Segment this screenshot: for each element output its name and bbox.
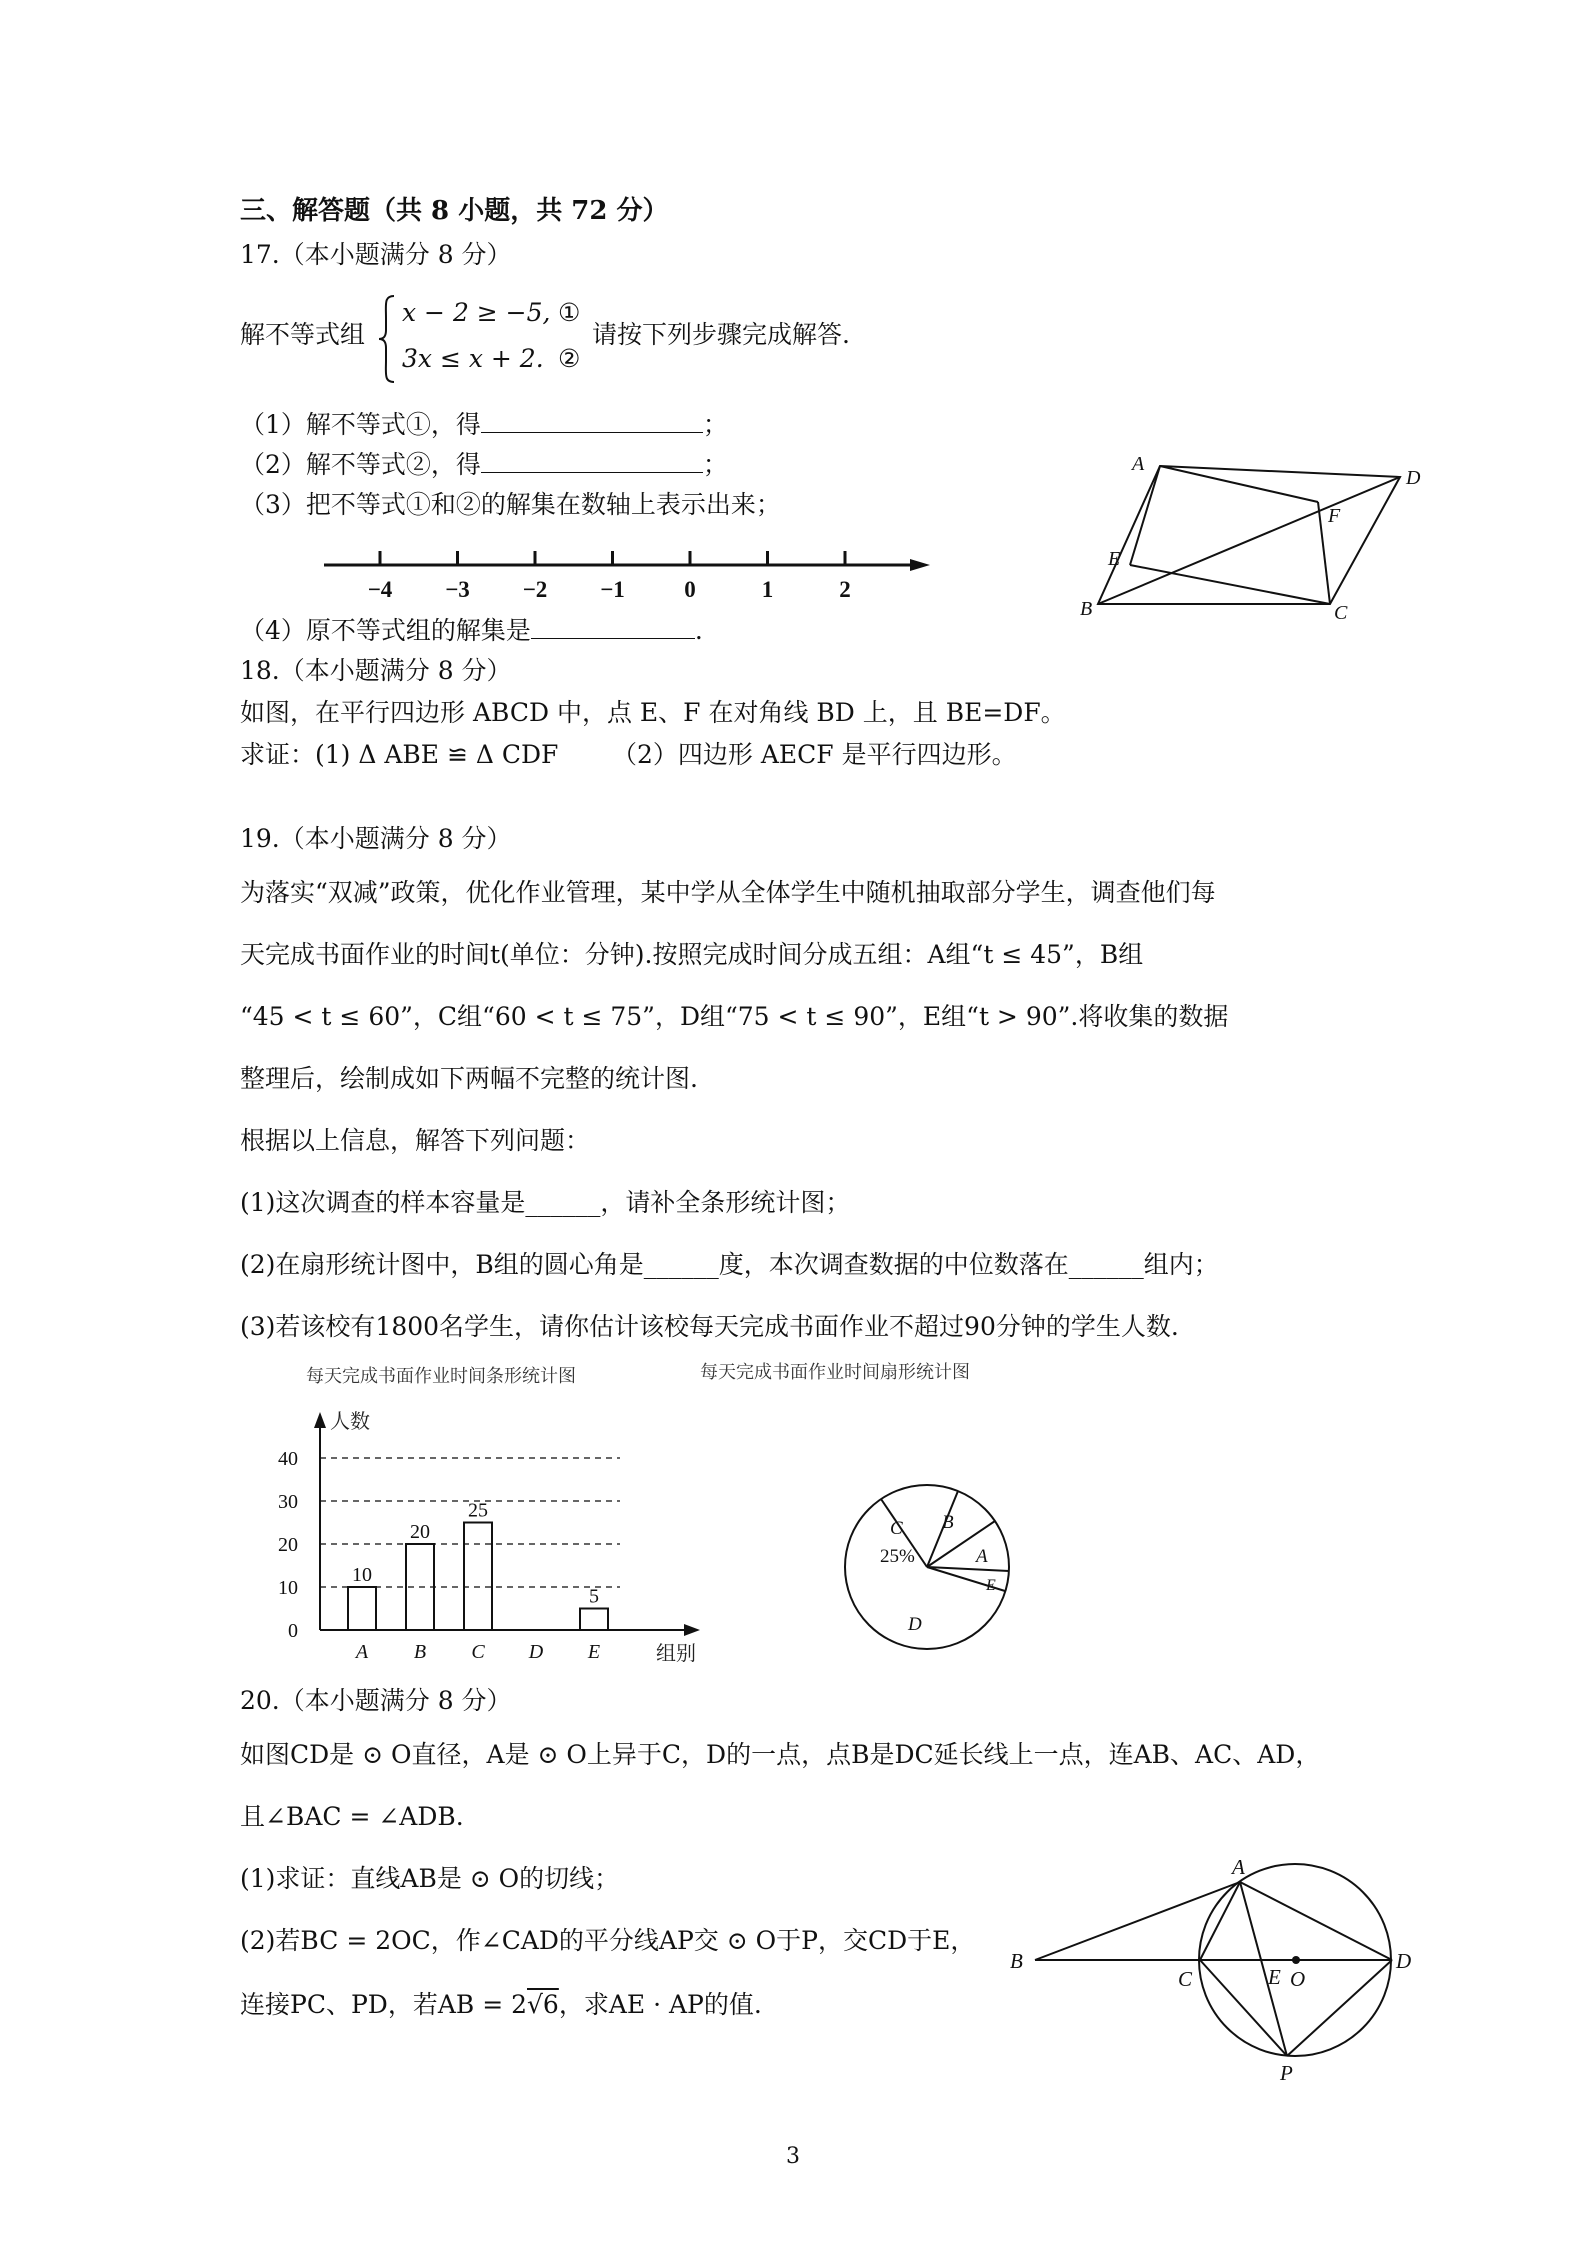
q18-text: 如图，在平行四边形 ABCD 中，点 E、F 在对角线 BD 上，且 BE=DF。 <box>240 698 1066 727</box>
bar-chart-title: 每天完成书面作业时间条形统计图 <box>306 1366 576 1387</box>
q20-line-1: 如图CD是 ⊙ O直径，A是 ⊙ O上异于C，D的一点，点B是DC延长线上一点，连AB、AC、AD， <box>240 1740 1321 1769</box>
bar-x-tick-label: A <box>355 1641 369 1663</box>
q17-step-2 <box>240 450 728 480</box>
bar-y-tick-label: 40 <box>278 1448 298 1470</box>
q17-mark-1: ① <box>558 298 581 327</box>
number-line-tick-label: 1 <box>761 577 774 602</box>
parallelogram-figure <box>1080 455 1420 630</box>
q20-part-3-end: ，求AE · AP的值. <box>558 1990 762 2019</box>
pie-chart-title: 每天完成书面作业时间扇形统计图 <box>700 1362 970 1383</box>
fig20-label-p: P <box>1280 2061 1293 2085</box>
fig18-label-b: B <box>1080 598 1093 620</box>
number-line-tick-label: 2 <box>839 577 851 602</box>
fig20-label-a: A <box>1232 1855 1245 1879</box>
bar-value-label: 25 <box>468 1499 488 1522</box>
q20-line-2: 且∠BAC = ∠ADB. <box>240 1802 464 1831</box>
bar-value-label: 10 <box>352 1564 372 1586</box>
pie-label-c-percent: 25% <box>880 1546 915 1567</box>
fig18-label-c: C <box>1334 602 1348 624</box>
q19-heading: 19.（本小题满分 8 分） <box>240 824 512 853</box>
bar-x-tick-label: C <box>471 1641 485 1663</box>
q20-sqrt: √6 <box>527 1990 559 2019</box>
fig20-label-o: O <box>1290 1967 1306 1991</box>
q17-step-2-end: ； <box>702 450 728 479</box>
q19-line-3: “45 < t ≤ 60”，C组“60 < t ≤ 75”，D组“75 < t ≤ 90”，E组“t > 90”.将收集的数据 <box>240 1002 1229 1031</box>
q17-step-1-text: （1）解不等式①，得 <box>240 410 481 439</box>
bar-y-tick-label: 30 <box>278 1491 298 1513</box>
q17-step-2-text: （2）解不等式②，得 <box>240 450 481 479</box>
q17-step-4-end: . <box>694 616 703 645</box>
bar-y-tick-label: 20 <box>278 1534 298 1556</box>
number-line <box>318 545 928 615</box>
number-line-tick-label: 0 <box>684 577 696 602</box>
pie-label-e: E <box>986 1577 996 1594</box>
number-line-tick-label: −3 <box>445 577 470 602</box>
q20-heading: 20.（本小题满分 8 分） <box>240 1686 512 1715</box>
q18-proof-1: 求证：(1) Δ ABE ≌ Δ CDF <box>240 740 559 769</box>
number-line-tick-label: −2 <box>522 577 548 602</box>
bar-x-tick-label: D <box>528 1641 544 1663</box>
pie-label-d: D <box>908 1614 922 1635</box>
center-dot-icon <box>1292 1956 1300 1964</box>
q18-proof-2: （2）四边形 AECF 是平行四边形。 <box>612 740 1017 769</box>
q19-line-1: 为落实“双减”政策，优化作业管理，某中学从全体学生中随机抽取部分学生，调查他们每 <box>240 878 1216 907</box>
q17-step-1-end: ； <box>702 410 728 439</box>
bar-value-label: 5 <box>589 1585 599 1608</box>
pie-chart <box>830 1470 1030 1670</box>
q17-heading: 17.（本小题满分 8 分） <box>240 240 512 269</box>
number-line-tick-label: −4 <box>367 577 393 602</box>
q19-line-2: 天完成书面作业的时间t(单位：分钟).按照完成时间分成五组：A组“t ≤ 45”，B组 <box>240 940 1144 969</box>
fig18-label-d: D <box>1406 467 1421 489</box>
circle-figure <box>1010 1840 1420 2085</box>
q17-step-4 <box>240 616 703 646</box>
bar-e <box>580 1609 608 1631</box>
bar-a <box>348 1587 376 1630</box>
brace-icon <box>376 294 398 384</box>
bar-x-tick-label: B <box>413 1641 427 1663</box>
q17-inequality-1: x − 2 ≥ −5, <box>402 298 551 327</box>
pie-label-a: A <box>976 1546 988 1567</box>
bar-y-arrow-icon <box>314 1412 326 1428</box>
q17-step-1 <box>240 410 728 440</box>
pie-label-b: B <box>942 1512 954 1533</box>
q20-part-1: (1)求证：直线AB是 ⊙ O的切线； <box>240 1864 620 1893</box>
fig18-label-f: F <box>1328 505 1341 527</box>
bar-value-label: 20 <box>410 1521 430 1543</box>
q19-part-1: (1)这次调查的样本容量是______，请补全条形统计图； <box>240 1188 851 1217</box>
q17-prompt-end: 请按下列步骤完成解答. <box>592 320 850 349</box>
q19-part-3: (3)若该校有1800名学生，请你估计该校每天完成书面作业不超过90分钟的学生人数. <box>240 1312 1179 1341</box>
q17-step-4-blank[interactable] <box>531 616 695 639</box>
q17-step-3: （3）把不等式①和②的解集在数轴上表示出来； <box>240 490 781 519</box>
q20-part-2: (2)若BC = 2OC，作∠CAD的平分线AP交 ⊙ O于P，交CD于E， <box>240 1926 976 1955</box>
bar-y-tick-label: 0 <box>288 1620 298 1642</box>
bar-x-axis-label: 组别 <box>656 1643 696 1665</box>
section-title: 三、解答题（共 8 小题，共 72 分） <box>240 196 669 226</box>
fig18-label-a: A <box>1132 453 1145 475</box>
bar-y-axis-label: 人数 <box>330 1411 370 1433</box>
fig20-label-b: B <box>1010 1949 1023 1973</box>
bar-chart <box>270 1410 720 1670</box>
bar-c <box>464 1523 492 1631</box>
q17-inequality-2: 3x ≤ x + 2. <box>402 344 544 373</box>
q19-part-2: (2)在扇形统计图中，B组的圆心角是______度，本次调查数据的中位数落在______组内； <box>240 1250 1219 1279</box>
q20-part-3-start: 连接PC、PD，若AB = 2 <box>240 1990 527 2019</box>
pie-label-c: C <box>890 1518 903 1539</box>
fig18-label-e: E <box>1108 548 1121 570</box>
q17-step-4-text: （4）原不等式组的解集是 <box>240 616 531 645</box>
bar-x-arrow-icon <box>684 1624 700 1636</box>
fig20-label-e: E <box>1268 1965 1281 1989</box>
q17-step-1-blank[interactable] <box>481 410 703 433</box>
q17-prompt-start: 解不等式组 <box>240 320 366 349</box>
bar-y-tick-label: 10 <box>278 1577 298 1599</box>
bar-x-tick-label: E <box>587 1641 601 1663</box>
q19-line-5: 根据以上信息，解答下列问题： <box>240 1126 591 1155</box>
fig20-label-c: C <box>1178 1967 1193 1991</box>
number-line-tick-label: −1 <box>600 577 625 602</box>
q17-mark-2: ② <box>558 344 581 373</box>
q20-part-3 <box>240 1990 762 2020</box>
fig20-label-d: D <box>1396 1949 1412 1973</box>
q18-heading: 18.（本小题满分 8 分） <box>240 656 512 685</box>
q17-step-2-blank[interactable] <box>481 450 703 473</box>
q19-line-4: 整理后，绘制成如下两幅不完整的统计图. <box>240 1064 698 1093</box>
page-number: 3 <box>786 2144 800 2169</box>
